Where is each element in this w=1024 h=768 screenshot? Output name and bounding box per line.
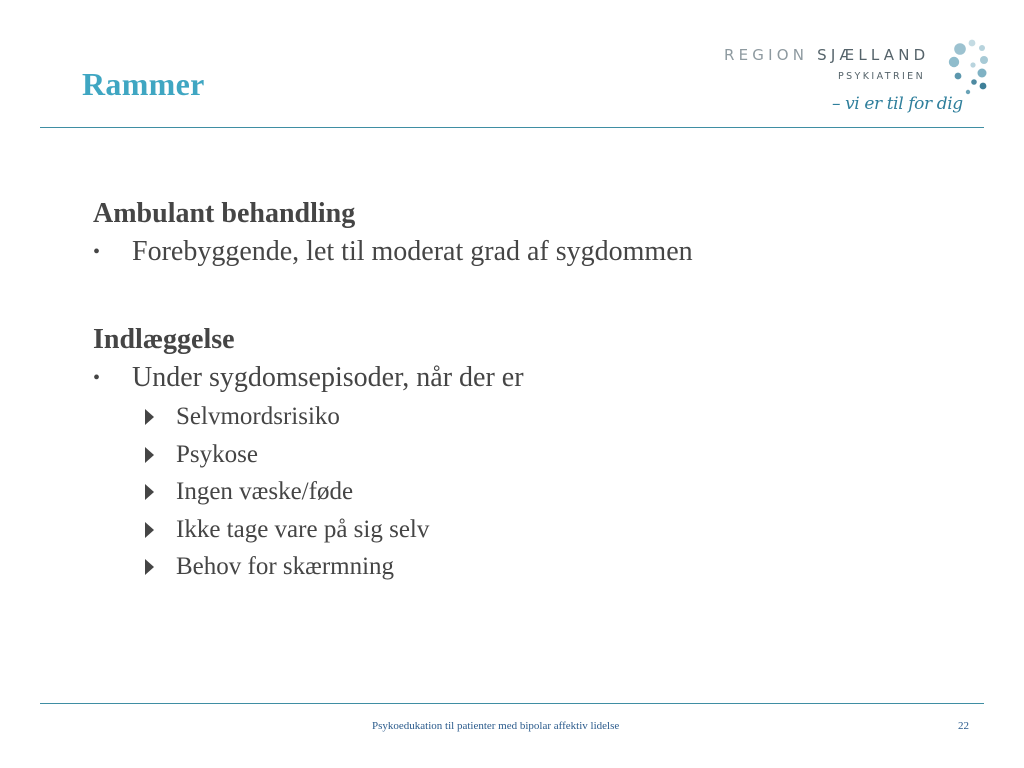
bullet-text: Forebyggende, let til moderat grad af sygdommen: [132, 236, 693, 267]
bullet-dot-icon: •: [93, 367, 101, 389]
sub-bullet-text: Ikke tage vare på sig selv: [176, 515, 430, 543]
sub-bullet-text: Psykose: [176, 440, 258, 468]
sub-bullet-item: [93, 548, 973, 586]
sub-bullet-text: Ingen væske/føde: [176, 478, 354, 505]
triangle-bullet-icon: [145, 409, 154, 425]
header-divider: [40, 127, 984, 128]
bullet-text: Under sygdomsepisoder, når der er: [132, 362, 524, 393]
bullet-item: [93, 232, 973, 272]
section-spacer: [93, 272, 973, 322]
logo-dots-icon: [946, 38, 990, 98]
logo-wordmark: [724, 46, 929, 64]
triangle-bullet-icon: [145, 559, 154, 575]
logo-tagline: – vi er til for dig: [832, 94, 963, 114]
section-heading-ambulant: Ambulant behandling: [93, 198, 356, 229]
sub-bullet-item: [93, 473, 973, 511]
sub-bullet-text: Behov for skærmning: [176, 553, 395, 580]
logo-subtitle: PSYKIATRIEN: [838, 71, 926, 82]
page-number: 22: [958, 720, 969, 732]
footer-caption: Psykoedukation til patienter med bipolar affektiv lidelse: [372, 720, 620, 732]
bullet-item: [93, 358, 973, 398]
logo-sjaelland-word: SJÆLLAND: [817, 46, 930, 64]
slide-title: Rammer: [82, 66, 205, 102]
sub-bullet-list: [93, 398, 973, 586]
sub-bullet-text: Selvmordsrisiko: [176, 403, 340, 430]
sub-bullet-item: [93, 398, 973, 436]
triangle-bullet-icon: [145, 522, 154, 538]
triangle-bullet-icon: [145, 484, 154, 500]
region-sjaelland-logo: [720, 36, 990, 128]
triangle-bullet-icon: [145, 447, 154, 463]
sub-bullet-item: [93, 436, 973, 474]
bullet-dot-icon: •: [93, 241, 101, 263]
sub-bullet-item: [93, 511, 973, 549]
logo-region-word: REGION: [724, 46, 809, 64]
section-heading-indlaeggelse: Indlæggelse: [93, 324, 235, 355]
footer-divider: [40, 703, 984, 704]
slide-body: [93, 196, 973, 586]
